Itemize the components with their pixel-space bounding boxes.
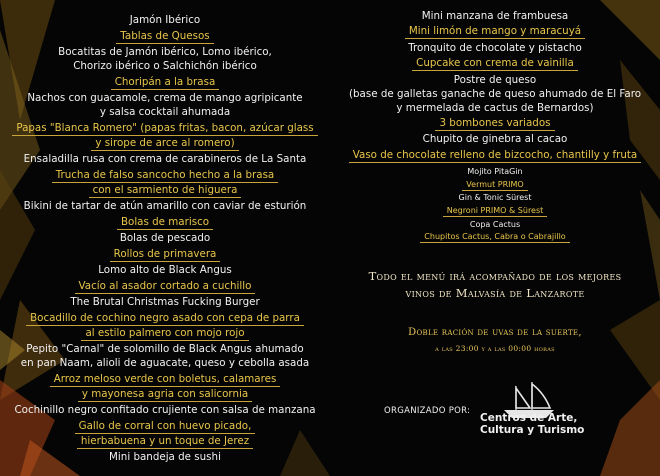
menu-item bbox=[443, 205, 548, 217]
menu-item-line: Arroz meloso verde con boletus, calamares bbox=[50, 372, 281, 387]
menu-item bbox=[50, 372, 281, 402]
menu-item bbox=[26, 311, 304, 341]
menu-item-line: Bocatitas de Jamón ibérico, Lomo ibérico, bbox=[58, 46, 272, 58]
menu-item-line: Bocadillo de cochino negro asado con cepa de parra bbox=[26, 311, 304, 326]
menu-item-line: Bikini de tartar de atún amarillo con caviar de esturión bbox=[23, 200, 307, 212]
menu-item bbox=[463, 166, 526, 177]
menu-item-line: Vaso de chocolate relleno de bizcocho, chantilly y fruta bbox=[349, 148, 641, 163]
menu-item-line: con el sarmiento de higuera bbox=[89, 183, 242, 198]
menu-item bbox=[52, 168, 279, 198]
menu-item-line: Mojito PitaGin bbox=[467, 167, 523, 177]
menu-item bbox=[435, 116, 554, 131]
menu-item-line: al estilo palmero con mojo rojo bbox=[81, 326, 248, 341]
menu-item-line: y salsa cocktail ahumada bbox=[99, 106, 231, 118]
menu-item bbox=[117, 215, 213, 230]
menu-item-line: The Brutal Christmas Fucking Burger bbox=[70, 296, 260, 308]
menu-item-line: Rollos de primavera bbox=[110, 247, 221, 262]
menu-item bbox=[75, 419, 256, 449]
tagline-line-2: vinos de Malvasía de Lanzarote bbox=[405, 286, 585, 300]
menu-item-line: hierbabuena y un toque de Jerez bbox=[77, 434, 253, 449]
menu-item-line: Nachos con guacamole, crema de mango agripicante bbox=[27, 92, 303, 104]
menu-item bbox=[420, 231, 569, 243]
menu-item bbox=[54, 45, 276, 73]
menu-item-line: Lomo alto de Black Angus bbox=[98, 264, 232, 276]
menu-item-line: Choripán a la brasa bbox=[111, 75, 220, 90]
menu-item bbox=[110, 247, 221, 262]
menu-item bbox=[462, 179, 527, 191]
menu-item bbox=[419, 132, 572, 146]
organizer-label: ORGANIZADO POR: bbox=[384, 406, 471, 416]
times-note: a las 23:00 y a las 00:00 horas bbox=[435, 344, 555, 353]
menu-item-line: Bolas de marisco bbox=[117, 215, 213, 230]
menu-item bbox=[17, 342, 313, 370]
dessert-menu-column bbox=[330, 9, 660, 245]
menu-item-line: Postre de queso bbox=[453, 73, 537, 86]
menu-item-line: Chupito de ginebra al cacao bbox=[422, 133, 568, 146]
menu-item-line: (base de galletas ganache de queso ahumado de El Faro bbox=[348, 87, 641, 100]
menu-item-line: Copa Cactus bbox=[469, 219, 521, 229]
menu-item bbox=[20, 152, 311, 166]
menu-item bbox=[66, 295, 263, 309]
menu-item-line: Mini limón de mango y maracuyá bbox=[405, 24, 585, 39]
menu-item-line: Mini bandeja de sushi bbox=[109, 451, 221, 463]
double-ration-note: Doble ración de uvas de la suerte, bbox=[408, 327, 582, 338]
menu-item-line: Bolas de pescado bbox=[119, 232, 211, 244]
menu-item bbox=[412, 56, 578, 71]
menu-item-line: Tronquito de chocolate y pistacho bbox=[408, 41, 582, 54]
organizer-name-line-2: Cultura y Turismo bbox=[480, 424, 585, 436]
menu-item bbox=[116, 29, 213, 44]
menu-item bbox=[105, 450, 225, 464]
menu-item bbox=[345, 73, 645, 115]
menu-item-line: en pan Naam, alioli de aguacate, queso y cebolla asada bbox=[20, 357, 310, 369]
menu-item bbox=[404, 41, 586, 55]
savory-menu-column bbox=[0, 13, 330, 466]
menu-item bbox=[126, 13, 204, 27]
menu-item-line: Chupitos Cactus, Cabra o Cabrajillo bbox=[420, 231, 569, 243]
organizer-name-line-1: Centros de Arte, bbox=[480, 412, 578, 424]
menu-item bbox=[405, 24, 585, 39]
menu-item-line: Pepito "Carnal" de solomillo de Black Angus ahumado bbox=[26, 343, 304, 355]
menu-item bbox=[455, 192, 536, 203]
menu-item-line: Gin & Tonic Sürest bbox=[458, 193, 532, 203]
menu-item-line: y sirope de arce al romero) bbox=[91, 136, 238, 151]
menu-item-line: Cochinillo negro confitado crujiente con salsa de manzana bbox=[14, 404, 316, 416]
menu-item-line: Mini manzana de frambuesa bbox=[421, 10, 569, 22]
menu-item bbox=[466, 219, 524, 230]
menu-item-line: Chorizo ibérico o Salchichón ibérico bbox=[73, 60, 257, 72]
menu-item-line: Vermut PRIMO bbox=[462, 179, 527, 191]
wine-tagline bbox=[330, 268, 660, 302]
menu-item bbox=[75, 279, 256, 294]
menu-item bbox=[116, 231, 214, 245]
menu-item-line: Gallo de corral con huevo picado, bbox=[75, 419, 256, 434]
menu-item bbox=[418, 9, 573, 23]
tagline-line-1: Todo el menú irá acompañado de los mejores bbox=[368, 269, 622, 283]
menu-item-line: Tablas de Quesos bbox=[116, 29, 213, 44]
menu-item-line: Cupcake con crema de vainilla bbox=[412, 56, 578, 71]
menu-item-line: Vacío al asador cortado a cuchillo bbox=[75, 279, 256, 294]
menu-item-line: Jamón Ibérico bbox=[129, 14, 201, 26]
menu-item-line: Negroni PRIMO & Sürest bbox=[443, 205, 548, 217]
menu-item bbox=[349, 148, 641, 163]
menu-item bbox=[20, 199, 311, 213]
menu-item-line: y mayonesa agria con salicornia bbox=[78, 387, 252, 402]
menu-item bbox=[111, 75, 220, 90]
menu-item-line: Trucha de falso sancocho hecho a la brasa bbox=[52, 168, 279, 183]
menu-item bbox=[23, 91, 306, 119]
menu-item-line: 3 bombones variados bbox=[435, 116, 554, 131]
menu-item bbox=[10, 403, 319, 417]
menu-item bbox=[94, 263, 236, 277]
menu-item-line: Papas "Blanca Romero" (papas fritas, bacon, azúcar glass bbox=[12, 121, 317, 136]
menu-item bbox=[12, 121, 317, 151]
organizer-name bbox=[480, 412, 584, 436]
menu-item-line: Ensaladilla rusa con crema de carabineros de La Santa bbox=[23, 153, 307, 165]
menu-item-line: y mermelada de cactus de Bernardos) bbox=[396, 101, 594, 114]
